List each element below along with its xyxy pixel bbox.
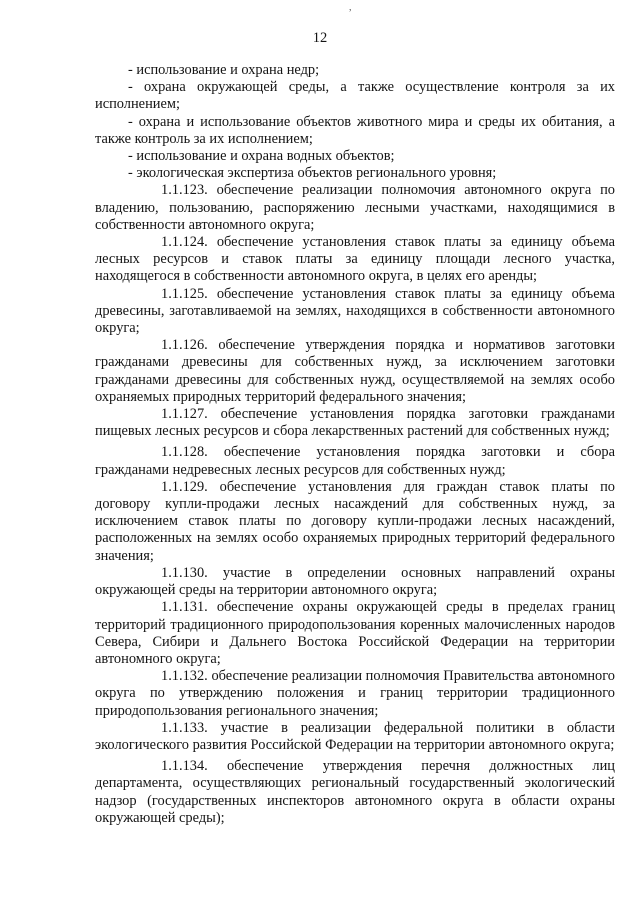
clause-number: 1.1.123. xyxy=(161,182,208,199)
list-item: - использование и охрана водных объектов; xyxy=(128,148,395,165)
clause-paragraph xyxy=(95,668,615,720)
clause-number: 1.1.134. xyxy=(161,758,208,775)
clause-paragraph xyxy=(95,599,615,668)
clause-number: 1.1.125. xyxy=(161,285,208,302)
clause-paragraph xyxy=(95,758,615,827)
clause-text: участие в определении основных направлений охраны окружающей среды на территории автономного округа; xyxy=(95,564,615,599)
clause-text: обеспечение реализации полномочия автономного округа по владению, пользованию, распоряжению лесными участками, находящимися в собственности автономного округа; xyxy=(95,182,615,233)
clause-number: 1.1.132. xyxy=(161,668,208,685)
clause-text: обеспечение установления ставок платы за единицу объема древесины, заготавливаемой на землях, находящихся в собственности автономного округа; xyxy=(95,285,615,337)
clause-number: 1.1.129. xyxy=(161,478,208,495)
clause-text: обеспечение установления порядка заготовки и сбора гражданами недревесных лесных ресурсов для собственных нужд; xyxy=(95,444,615,478)
clause-number: 1.1.133. xyxy=(161,719,208,736)
clause-text: обеспечение реализации полномочия Правительства автономного округа по утверждению положения и границ территории традиционного природопользования регионального значения; xyxy=(95,668,615,719)
clause-number: 1.1.127. xyxy=(161,406,208,423)
clause-paragraph xyxy=(95,479,615,565)
clause-text: участие в реализации федеральной политики в области экологического развития Российской Федерации на территории автономного округа; xyxy=(95,719,615,753)
clause-text: обеспечение утверждения перечня должностных лиц департамента, осуществляющих региональный государственный экологический надзор (государственных инспекторов автономного округа в области охраны окружающей среды); xyxy=(95,758,615,826)
clause-text: обеспечение установления порядка заготовки гражданами пищевых лесных ресурсов и сбора лекарственных растений для собственных нужд; xyxy=(95,406,615,440)
clause-text: обеспечение установления для граждан ставок платы по договору купли-продажи лесных насаждений для собственных нужд, за исключением ставок платы по договору купли-продажи лесных насаждений, расположенных на землях особо охраняемых природных территорий федерального значения; xyxy=(95,478,615,564)
list-item: - экологическая экспертиза объектов регионального уровня; xyxy=(128,165,497,182)
list-item: - охрана окружающей среды, а также осуществление контроля за их исполнением; xyxy=(95,79,615,113)
clause-paragraph xyxy=(95,234,615,286)
list-item: - охрана и использование объектов животного мира и среды их обитания, а также контроль за их исполнением; xyxy=(95,113,615,147)
clause-text: обеспечение утверждения порядка и нормативов заготовки гражданами древесины для собственных нужд, за исключением заготовки гражданами древесины для собственных нужд, осуществляемой на землях особо охраняемых природных территорий федерального значения; xyxy=(95,337,615,405)
clause-text: обеспечение охраны окружающей среды в пределах границ территорий традиционного природопользования коренных малочисленных народов Севера, Сибири и Дальнего Востока Российской Федерации на территории автономного округа; xyxy=(95,599,615,667)
clause-paragraph xyxy=(95,720,615,754)
clause-number: 1.1.128. xyxy=(161,444,208,461)
clause-paragraph xyxy=(95,182,615,234)
page-number: 12 xyxy=(312,30,328,46)
clause-text: обеспечение установления ставок платы за единицу объема лесных ресурсов и ставок платы за единицу площади лесного участка, находящегося в собственности автономного округа, в целях его аренды; xyxy=(95,234,615,285)
clause-paragraph xyxy=(95,565,615,599)
clause-number: 1.1.126. xyxy=(161,337,208,354)
clause-number: 1.1.131. xyxy=(161,599,208,616)
clause-paragraph xyxy=(95,444,615,478)
scan-mark: , xyxy=(349,2,352,13)
clause-paragraph xyxy=(95,337,615,406)
clause-paragraph xyxy=(95,406,615,440)
clause-number: 1.1.124. xyxy=(161,234,208,251)
clause-number: 1.1.130. xyxy=(161,564,208,581)
list-item: - использование и охрана недр; xyxy=(128,62,320,78)
document-body xyxy=(95,62,615,827)
clause-paragraph xyxy=(95,286,615,338)
